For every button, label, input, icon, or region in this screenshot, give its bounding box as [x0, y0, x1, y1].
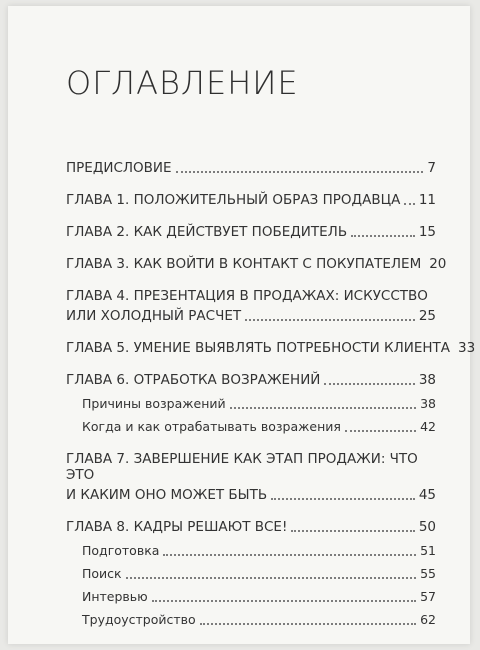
toc-entry-label: ГЛАВА 6. ОТРАБОТКА ВОЗРАЖЕНИЙ	[66, 372, 321, 388]
toc-subentry-label: Трудоустройство	[82, 612, 196, 627]
dot-leader	[345, 430, 416, 432]
toc-subentry-label: Подготовка	[82, 543, 160, 558]
toc-entry-label-line2: И КАКИМ ОНО МОЖЕТ БЫТЬ	[66, 487, 268, 503]
dot-leader	[291, 530, 414, 532]
dot-leader	[230, 407, 416, 409]
book-page	[8, 6, 476, 644]
toc-subentry	[82, 543, 436, 559]
dot-leader	[200, 623, 416, 625]
dot-leader	[126, 577, 417, 579]
toc-subentry	[82, 612, 436, 628]
toc-entry-chapter-5	[66, 340, 476, 356]
toc-entry-page: 25	[418, 308, 436, 324]
toc-entry-label: ГЛАВА 1. ПОЛОЖИТЕЛЬНЫЙ ОБРАЗ ПРОДАВЦА	[66, 192, 401, 208]
toc-entry-chapter-4	[66, 288, 436, 324]
toc-subentry-page: 38	[420, 396, 436, 411]
toc-subentry	[82, 396, 436, 412]
toc-subentries-chapter-6	[66, 396, 436, 435]
toc-subentry-label: Поиск	[82, 566, 122, 581]
toc-entry-page: 45	[418, 487, 436, 503]
toc-entry-page: 20	[429, 256, 447, 272]
toc-entry-label: ГЛАВА 8. КАДРЫ РЕШАЮТ ВСЕ!	[66, 519, 288, 535]
dot-leader	[245, 319, 415, 321]
toc-entry-chapter-7	[66, 451, 436, 503]
dot-leader	[404, 203, 415, 205]
toc-entry-label-line1: ГЛАВА 7. ЗАВЕРШЕНИЕ КАК ЭТАП ПРОДАЖИ: ЧТО ЭТО	[66, 451, 418, 483]
toc-entry-label: ГЛАВА 3. КАК ВОЙТИ В КОНТАКТ С ПОКУПАТЕЛЕМ	[66, 256, 422, 272]
toc-subentry-label: Когда и как отрабатывать возражения	[82, 419, 341, 434]
toc-subentries-chapter-8	[66, 543, 436, 628]
toc-entry-chapter-2	[66, 224, 436, 240]
toc-entry-label: ГЛАВА 5. УМЕНИЕ ВЫЯВЛЯТЬ ПОТРЕБНОСТИ КЛИЕНТА	[66, 340, 450, 356]
dot-leader	[351, 235, 415, 237]
toc-entry-preface	[66, 160, 436, 176]
dot-leader	[163, 554, 416, 556]
toc-subentry-page: 62	[420, 612, 436, 627]
toc-entry-chapter-1	[66, 192, 436, 208]
toc-entry-chapter-8	[66, 519, 436, 535]
toc-subentry	[82, 566, 436, 582]
toc-entry-chapter-3	[66, 256, 447, 272]
dot-leader	[176, 171, 424, 173]
toc-subentry-page: 51	[420, 543, 436, 558]
toc-entry-label-line1: ГЛАВА 4. ПРЕЗЕНТАЦИЯ В ПРОДАЖАХ: ИСКУССТВО	[66, 288, 428, 304]
dot-leader	[152, 600, 416, 602]
toc-entry-page: 50	[418, 519, 436, 535]
toc-entry-chapter-6	[66, 372, 436, 388]
toc-subentry-label: Причины возражений	[82, 396, 226, 411]
toc-entry-label: ГЛАВА 2. КАК ДЕЙСТВУЕТ ПОБЕДИТЕЛЬ	[66, 224, 348, 240]
toc-subentry	[82, 419, 436, 435]
toc-subentry-page: 55	[420, 566, 436, 581]
dot-leader	[271, 498, 415, 500]
toc-subentry-label: Интервью	[82, 589, 148, 604]
toc-subentry-page: 42	[420, 419, 436, 434]
page-title: ОГЛАВЛЕНИЕ	[66, 64, 299, 102]
dot-leader	[324, 383, 414, 385]
toc-subentry-page: 57	[420, 589, 436, 604]
toc-entry-page: 33	[458, 340, 476, 356]
table-of-contents	[66, 160, 476, 644]
toc-entry-page: 15	[418, 224, 436, 240]
toc-subentry	[82, 589, 436, 605]
toc-entry-page: 7	[427, 160, 436, 176]
toc-entry-label-line2: ИЛИ ХОЛОДНЫЙ РАСЧЕТ	[66, 308, 242, 324]
toc-entry-page: 11	[418, 192, 436, 208]
toc-entry-page: 38	[418, 372, 436, 388]
toc-entry-label: ПРЕДИСЛОВИЕ	[66, 160, 172, 176]
